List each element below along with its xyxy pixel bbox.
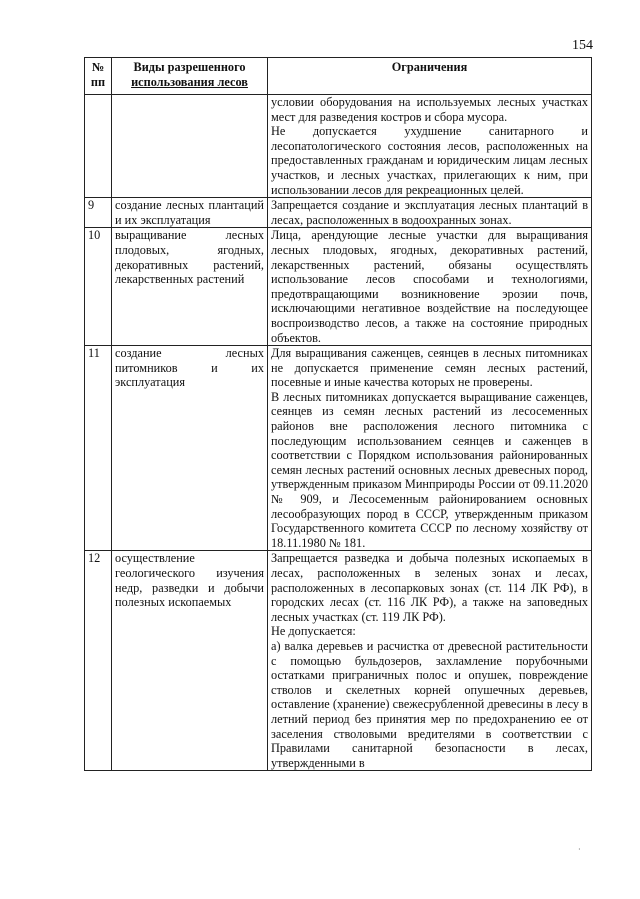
- restriction-paragraph: Для выращивания саженцев, сеянцев в лесных питомниках не допускается применение семян лесных растений, посевные и иные качества которых не проверены.: [271, 346, 588, 390]
- scan-dot-mark: ·: [578, 845, 581, 854]
- header-usage-type-line2: использования лесов: [131, 74, 248, 89]
- row-number: 9: [85, 198, 112, 228]
- table-row-11: [85, 346, 592, 551]
- restriction-paragraph: Не допускается:: [271, 624, 356, 639]
- table-row-12: [85, 551, 592, 771]
- table-row-9: [85, 198, 592, 228]
- row-usage-type: создание лесных питомников и их эксплуатация: [112, 346, 268, 551]
- header-number-line1: №: [91, 60, 105, 74]
- page-number: 154: [572, 38, 593, 53]
- header-number-line2: пп: [90, 74, 106, 89]
- row-usage-type: выращивание лесных плодовых, ягодных, декоративных растений, лекарственных растений: [112, 228, 268, 346]
- row-usage-type: осуществление геологического изучения недр, разведки и добычи полезных ископаемых: [112, 551, 268, 771]
- row-usage-type: [112, 95, 268, 198]
- restriction-paragraph: а) валка деревьев и расчистка от древесной растительности с помощью бульдозеров, захламление порубочными остатками приграничных полос и опушек, повреждение стволов и скелетных корней опушечных деревьев, оставление (хранение) свежесрубленной древесины в лесу в летний период без принятия мер по предохранению ее от заселения стволовыми вредителями в соответствии с Правилами санитарной безопасности в лесах, утвержденными в: [271, 638, 588, 770]
- row-usage-type: создание лесных плантаций и их эксплуатация: [112, 198, 268, 228]
- row-restrictions: [268, 228, 592, 346]
- header-usage-type-line1: Виды разрешенного: [133, 60, 246, 74]
- row-restrictions: [268, 95, 592, 198]
- header-restrictions: Ограничения: [268, 58, 592, 95]
- row-restrictions: [268, 346, 592, 551]
- row-number: 10: [85, 228, 112, 346]
- restriction-paragraph: Запрещается создание и эксплуатация лесных плантаций в лесах, расположенных в водоохранных зонах.: [271, 198, 588, 227]
- restriction-paragraph: Запрещается разведка и добыча полезных ископаемых в лесах, расположенных в зеленых зонах и лесах, расположенных в лесопарковых зонах (ст. 114 ЛК РФ), в городских лесах (ст. 116 ЛК РФ), а также на заповедных лесных участках (ст. 119 ЛК РФ).: [271, 551, 588, 624]
- row-number: 12: [85, 551, 112, 771]
- restriction-paragraph: В лесных питомниках допускается выращивание саженцев, сеянцев из семян лесных растений из лесосеменных районов вне расположения лесного питомника с последующим использованием сеянцев и саженцев в соответствии с Порядком использования районированных семян лесных растений основных лесных древесных пород, утвержденным приказом Минприроды России от 09.11.2020 № 909, и Лесосеменным районированием основных лесообразующих пород в СССР, утвержденным приказом Государственного комитета СССР по лесному хозяйству от 18.11.1980 № 181.: [271, 389, 588, 550]
- restriction-paragraph: Лица, арендующие лесные участки для выращивания лесных плодовых, ягодных, декоративных растений, лекарственных растений, обязаны осуществлять использование лесов способами и технологиями, предотвращающими возникновение эрозии почв, исключающими негативное воздействие на последующее воспроизводство лесов, а также на состояние природных объектов.: [271, 228, 588, 345]
- table-row-10: [85, 228, 592, 346]
- restriction-paragraph: условии оборудования на используемых лесных участках мест для разведения костров и сбора мусора.: [271, 95, 588, 124]
- table-header-row: [85, 58, 592, 95]
- row-restrictions: [268, 551, 592, 771]
- row-number: [85, 95, 112, 198]
- table-row-continuation: [85, 95, 592, 198]
- restrictions-table: [84, 57, 592, 771]
- row-restrictions: [268, 198, 592, 228]
- header-number: [85, 58, 112, 95]
- row-number: 11: [85, 346, 112, 551]
- restriction-paragraph: Не допускается ухудшение санитарного и лесопатологического состояния лесов, расположенных на предоставленных гражданам и юридическим лицам лесных участков, и лесных участках, прилегающих к ним, при использовании лесов для рекреационных целей.: [271, 124, 588, 197]
- header-usage-type: [112, 58, 268, 95]
